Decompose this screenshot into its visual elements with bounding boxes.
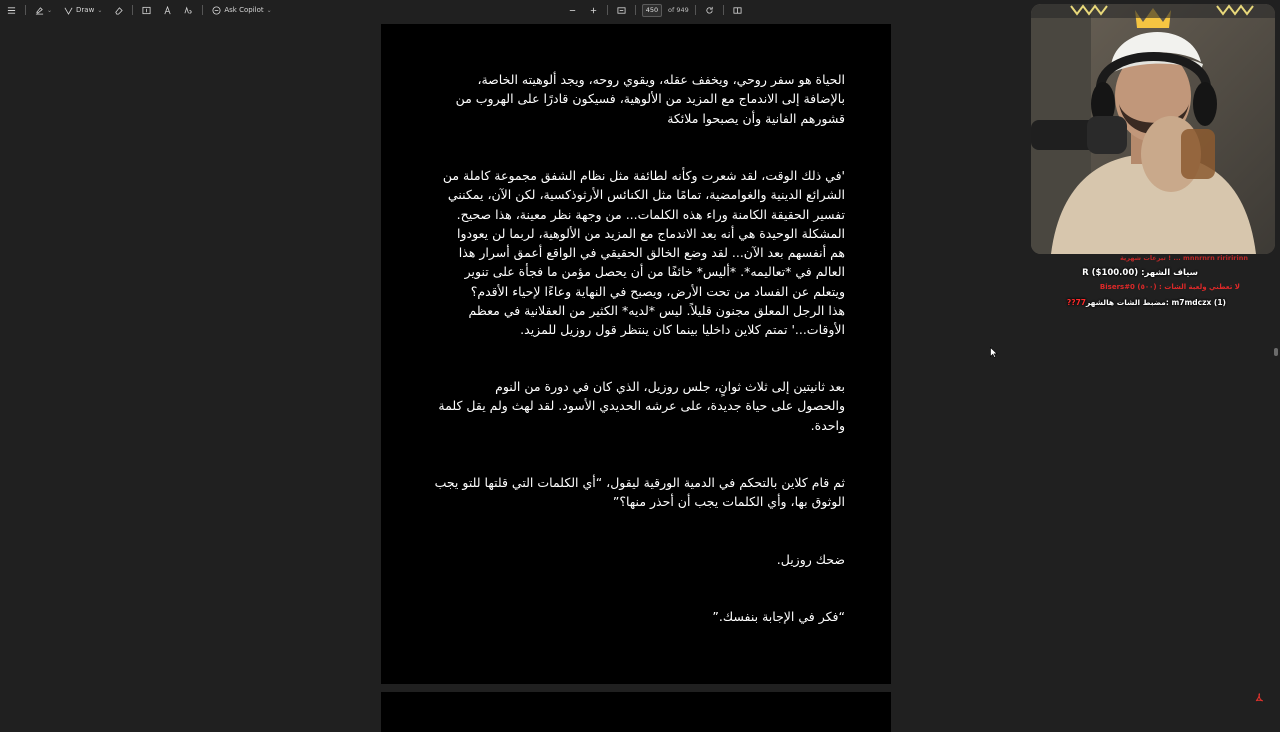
scrollbar-thumb[interactable] — [1274, 348, 1278, 356]
eraser-icon — [114, 6, 123, 15]
text-line: 'في ذلك الوقت، لقد شعرت وكأنه لطائفة مثل نظام الشفق مجموعة كاملة من — [442, 168, 845, 183]
paragraph — [443, 166, 845, 340]
page-view-icon — [733, 6, 742, 15]
ask-copilot-label: Ask Copilot — [224, 6, 264, 14]
zoom-in-button[interactable] — [586, 2, 601, 18]
mouse-cursor-icon — [990, 347, 998, 358]
toolbar-page-controls — [565, 0, 745, 20]
paragraph — [435, 473, 845, 512]
page-number-input[interactable] — [642, 4, 662, 17]
pdf-next-page — [381, 692, 891, 732]
text-format-icon — [163, 6, 172, 15]
paragraph — [777, 550, 845, 569]
pdf-icon[interactable] — [1254, 692, 1265, 703]
highlight-icon — [35, 6, 44, 15]
toolbar-divider — [695, 5, 696, 15]
chevron-down-icon: ⌄ — [266, 6, 272, 14]
paragraph — [456, 70, 845, 128]
text-line: بالإضافة إلى الاندماج مع المزيد من الألوهية، فسيكون قادرًا على الهروب من — [455, 91, 845, 107]
copilot-icon — [212, 6, 221, 15]
overlay-top-donor: سياف الشهر: (R ($100.00 — [1082, 268, 1198, 278]
draw-pen-icon — [64, 6, 73, 15]
text-line: واحدة. — [810, 417, 845, 433]
text-line: هذا الرجل المعلق مجنون قليلاً. ليس *لديه* الكثير من العقلانية في معظم — [468, 303, 845, 319]
list-icon — [7, 6, 16, 15]
text-line: ثم قام كلاين بالتحكم في الدمية الورقية ليقول، “أي الكلمات التي قلتها للتو يجب — [434, 475, 845, 490]
page-total: of 949 — [668, 6, 689, 14]
text-line: الأوقات...' تمتم كلاين داخليا بينما كان ينتظر قول روزيل للمزيد. — [520, 322, 845, 338]
read-aloud-icon — [184, 6, 193, 15]
highlight-button[interactable] — [32, 2, 55, 18]
text-line: والحصول على حياة جديدة، على عرشه الحديدي الأسود. لقد لهث ولم يقل كلمة — [438, 398, 845, 414]
overlay-chat-line: لا تعطني ولعبة الشات : (٥٠٠) Bisers#0 — [1099, 283, 1240, 291]
overlay-chat-moderator — [1067, 298, 1226, 307]
zoom-out-icon — [568, 6, 577, 15]
toolbar-divider — [25, 5, 26, 15]
webcam-feed — [1031, 4, 1275, 254]
rotate-button[interactable] — [702, 2, 717, 18]
toolbar-left-group — [4, 0, 275, 20]
textbox-icon — [142, 6, 151, 15]
overlay-moderator-text: m7mdczx (1) :مضبط الشات هالشهر — [1086, 298, 1226, 307]
zoom-in-icon — [589, 6, 598, 15]
webcam-image — [1031, 4, 1275, 254]
pdf-page — [381, 24, 891, 684]
paragraph — [438, 377, 845, 435]
paragraph — [712, 607, 845, 626]
text-line: الوثوق بها، وأي الكلمات يجب أن أحذر منها؟” — [612, 494, 845, 510]
overlay-donation-line: mnnrnrn ririririnn ... ! تبرعات شهرية — [1119, 254, 1248, 262]
chevron-down-icon: ⌄ — [47, 6, 53, 14]
toolbar-divider — [635, 5, 636, 15]
toolbar-divider — [607, 5, 608, 15]
toolbar-divider — [132, 5, 133, 15]
contents-button[interactable] — [4, 2, 19, 18]
text-line: الشرائع الدينية والغوامضية، تمامًا مثل الكنائس الأرثوذكسية، لكن الآن، يمكنني — [447, 187, 845, 203]
erase-button[interactable] — [111, 2, 126, 18]
text-line: العالم في *تعاليمه*. *أليس* خائفًا من أن يحصل مؤمن ما فجأة على تنوير — [464, 264, 845, 280]
read-aloud-button[interactable] — [181, 2, 196, 18]
text-line: “فكر في الإجابة بنفسك.” — [712, 609, 845, 624]
draw-label: Draw — [76, 6, 95, 14]
fit-page-button[interactable] — [614, 2, 629, 18]
draw-button[interactable] — [61, 2, 105, 18]
text-line: تفسير الحقيقة الكامنة وراء هذه الكلمات... من وجهة نظر معينة، هذا صحيح. — [456, 206, 845, 222]
add-text-button[interactable] — [139, 2, 154, 18]
zoom-out-button[interactable] — [565, 2, 580, 18]
text-format-button[interactable] — [160, 2, 175, 18]
text-line: ضحك روزيل. — [776, 552, 845, 567]
text-line: الحياة هو سفر روحي، ويخفف عقله، ويقوي روحه، ويجد ألوهيته الخاصة، — [477, 72, 845, 87]
rotate-icon — [705, 6, 714, 15]
overlay-moderator-prefix: 77?? — [1066, 298, 1087, 307]
text-line: بعد ثانيتين إلى ثلاث ثوانٍ، جلس روزيل، الذي كان في دورة من النوم — [495, 379, 845, 394]
text-line: المشكلة الوحيدة هي أنه بعد الاندماج مع المزيد من الألوهية، لربما لن يعودوا — [457, 225, 845, 241]
text-line: هم أنفسهم بعد الآن... لقد وضع الخالق الحقيقي في الواقع أعمق أسرار هذا — [458, 245, 845, 261]
text-line: قشورهم الفانية وأن يصبحوا ملائكة — [667, 110, 845, 126]
fit-page-icon — [617, 6, 626, 15]
page-view-button[interactable] — [730, 2, 745, 18]
chevron-down-icon: ⌄ — [97, 6, 103, 14]
text-line: ويتعلم عن الفساد من تحت الأرض، ويصبح في النهاية وعاءًا لإحياء الأقدم؟ — [470, 283, 845, 299]
toolbar-divider — [723, 5, 724, 15]
ask-copilot-button[interactable] — [209, 2, 274, 18]
toolbar-divider — [202, 5, 203, 15]
